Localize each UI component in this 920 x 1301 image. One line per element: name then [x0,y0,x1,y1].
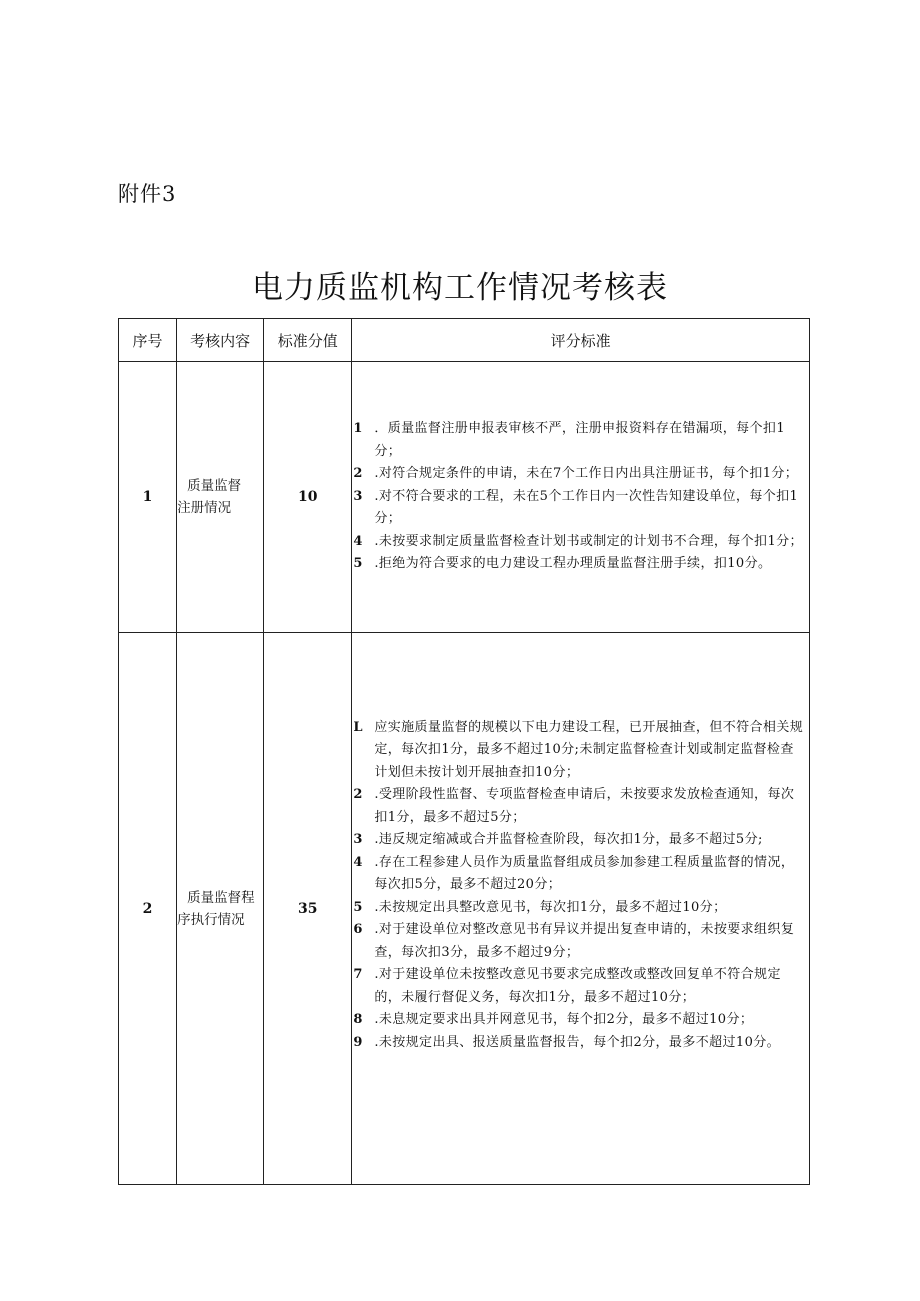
standard-score: 10 [264,362,352,633]
criteria-item-text: .拒绝为符合要求的电力建设工程办理质量监督注册手续，扣10分。 [374,556,772,572]
criteria-item-text: .未按规定出具、报送质量监督报告，每个扣2分，最多不超过10分。 [374,1034,781,1050]
criteria-item [352,897,809,920]
table-row [119,362,810,633]
criteria-item [352,531,809,554]
row-number: 2 [119,633,177,1185]
criteria-item-text: .未按要求制定质量监督检查计划书或制定的计划书不合理，每个扣1分； [374,533,803,549]
criteria-item-number: 4 [353,854,363,870]
criteria-item [352,717,809,785]
header-no: 序号 [119,319,177,362]
criteria-item [352,1009,809,1032]
standard-score: 35 [264,633,352,1185]
table-row [119,633,810,1185]
criteria-item-number: 3 [353,488,363,504]
criteria-item-number: 2 [353,787,363,803]
criteria-item [352,463,809,486]
criteria-item-number: 9 [353,1034,363,1050]
criteria-item-text: .未按规定出具整改意见书，每次扣1分，最多不超过10分； [374,899,727,915]
criteria-item-number: 4 [353,533,363,549]
criteria-item-number: 7 [353,967,363,983]
header-content: 考核内容 [177,319,264,362]
criteria-item-number: 1 [353,421,363,437]
assessment-table [118,318,810,1185]
content-line: 序执行情况 [177,911,245,928]
row-number: 1 [119,362,177,633]
assessment-content [177,633,264,1185]
criteria-item [352,919,809,964]
criteria-item-number: 6 [353,922,363,938]
criteria-item-text: .存在工程参建人员作为质量监督组成员参加参建工程质量监督的情况，每次扣5分，最多不超过20分； [374,854,795,893]
criteria-item-text: ．质量监督注册申报表审核不严，注册申报资料存在错漏项，每个扣1分； [374,421,785,459]
criteria-item-number: 3 [353,832,363,848]
table-header-row [119,319,810,362]
criteria-item-text: .对不符合要求的工程，未在5个工作日内一次性告知建设单位，每个扣1分； [374,488,799,527]
scoring-criteria [352,633,810,1185]
page-title: 电力质监机构工作情况考核表 [252,270,668,306]
criteria-item-text: .违反规定缩减或合并监督检查阶段，每次扣1分，最多不超过5分; [374,832,763,848]
assessment-content [177,362,264,633]
criteria-item-number: 5 [353,899,363,915]
criteria-item-number: 8 [353,1012,363,1028]
criteria-item-number: L [353,719,363,735]
criteria-item-number: 5 [353,556,363,572]
content-line: 质量监督 [187,478,242,494]
header-score: 标准分值 [264,319,352,362]
criteria-item [352,829,809,852]
criteria-item [352,553,809,576]
criteria-item [352,964,809,1009]
criteria-item [352,784,809,829]
criteria-item-text: .对于建设单位未按整改意见书要求完成整改或整改回复单不符合规定的，未履行督促义务，每次扣1分，最多不超过10分； [374,967,781,1005]
content-line: 注册情况 [177,500,232,516]
criteria-item [352,852,809,897]
criteria-item [352,418,809,463]
header-criteria: 评分标准 [352,319,810,362]
scoring-criteria [352,362,810,633]
criteria-item-text: .未息规定要求出具并网意见书，每个扣2分，最多不超过10分； [374,1012,754,1028]
criteria-item-text: .对于建设单位对整改意见书有异议并提出复查申请的，未按要求组织复查，每次扣3分，最多不超过9分； [374,922,795,960]
criteria-item [352,1032,809,1055]
content-line: 质量监督程 [187,889,255,906]
criteria-item-text: .受理阶段性监督、专项监督检查申请后，未按要求发放检查通知，每次扣1分，最多不超过5分； [374,787,795,825]
criteria-item-number: 2 [353,466,363,482]
criteria-item [352,486,809,531]
criteria-item-text: 应实施质量监督的规模以下电力建设工程，已开展抽查，但不符合相关规定，每次扣1分，最多不超过10分;未制定监督检查计划或制定监督检查计划但未按计划开展抽查扣10分； [374,719,804,780]
attachment-label: 附件3 [118,182,177,206]
criteria-item-text: .对符合规定条件的申请，未在7个工作日内出具注册证书，每个扣1分； [374,466,799,482]
